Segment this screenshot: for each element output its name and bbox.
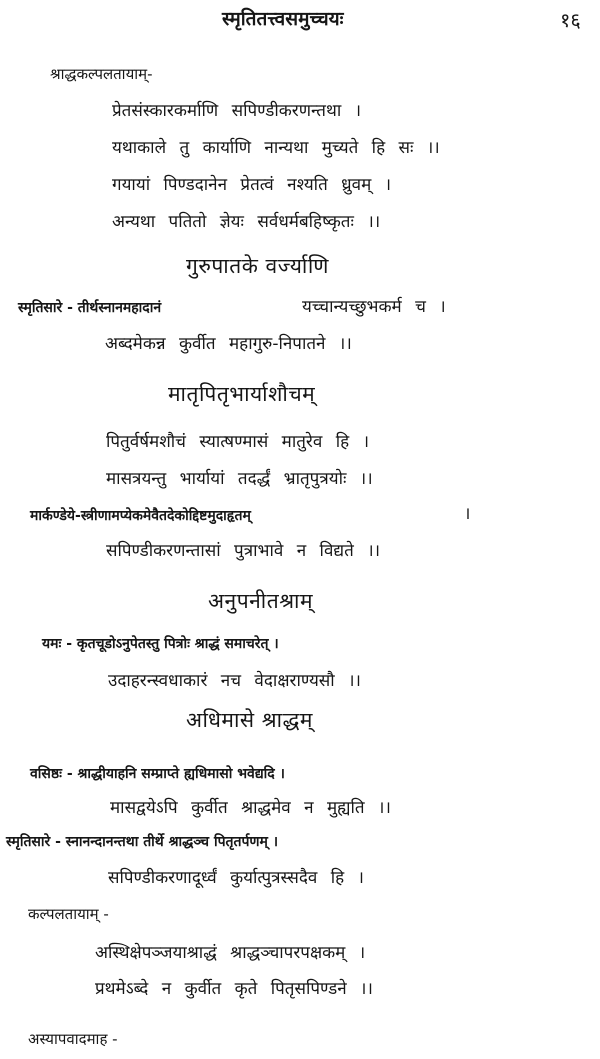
source-attribution: वसिष्ठः - श्राद्धीयाहनि सम्प्राप्ते ह्यधिमासो भवेद्यदि ।: [30, 766, 285, 782]
running-title: स्मृतितत्त्वसमुच्चयः: [222, 8, 344, 30]
section-heading: गुरुपातके वर्ज्याणि: [186, 254, 329, 278]
verse-line: यथाकाले तु कार्याणि नान्यथा मुच्यते हि सः ।।: [112, 138, 440, 158]
section-heading: अनुपनीतश्राम्: [208, 589, 314, 613]
page-number: १६: [560, 8, 581, 32]
verse-line: यच्चान्यच्छुभकर्म च ।: [302, 297, 446, 317]
verse-line: गयायां पिण्डदानेन प्रेतत्वं नश्यति ध्रुवम् ।: [112, 175, 392, 195]
verse-line: पितुर्वर्षमशौचं स्यात्षण्मासं मातुरेव हि ।: [106, 432, 370, 452]
verse-line: अस्थिक्षेपञ्जयाश्राद्धं श्राद्धञ्चापरपक्षकम् ।: [95, 943, 366, 963]
source-attribution: मार्कण्डेये-स्त्रीणामप्येकमेवैतदेकोद्दिष्टमुदाहृतम्: [30, 508, 251, 524]
source-attribution: यमः - कृतचूडोऽनुपेतस्तु पित्रोः श्राद्धं समाचरेत् ।: [42, 636, 279, 652]
source-attribution: कल्पलतायाम् -: [28, 905, 109, 923]
verse-line: ।: [464, 504, 471, 524]
verse-line: सपिण्डीकरणादूर्ध्वं कुर्यात्पुत्रस्सदैव हि ।: [108, 868, 364, 888]
verse-line: मासत्रयन्तु भार्यायां तदर्द्धं भ्रातृपुत्रयोः ।।: [106, 469, 373, 489]
verse-line: उदाहरन्स्वधाकारं नच वेदाक्षराण्यसौ ।।: [108, 671, 361, 691]
verse-line: प्रेतसंस्कारकर्माणि सपिण्डीकरणन्तथा ।: [112, 101, 362, 121]
source-attribution: अस्यापवादमाह -: [28, 1030, 118, 1048]
source-attribution: स्मृतिसारे - स्नानन्दानन्तथा तीर्थे श्राद्धञ्च पितृतर्पणम् ।: [6, 834, 279, 850]
verse-line: अब्दमेकन्न कुर्वीत महागुरु-निपातने ।।: [105, 334, 352, 354]
verse-line: मासद्वयेऽपि कुर्वीत श्राद्धमेव न मुह्यति ।।: [110, 798, 391, 818]
source-attribution: स्मृतिसारे - तीर्थस्नानमहादानं: [18, 300, 162, 316]
section-heading: अधिमासे श्राद्धम्: [186, 708, 313, 732]
section-heading: मातृपितृभार्याशौचम्: [168, 382, 316, 406]
verse-line: सपिण्डीकरणन्तासां पुत्राभावे न विद्यते ।।: [106, 541, 381, 561]
verse-line: अन्यथा पतितो ज्ञेयः सर्वधर्मबहिष्कृतः ।।: [112, 212, 381, 232]
verse-line: प्रथमेऽब्दे न कुर्वीत कृते पितृसपिण्डने ।।: [95, 979, 373, 999]
source-attribution: श्राद्धकल्पलतायाम्-: [50, 65, 153, 83]
